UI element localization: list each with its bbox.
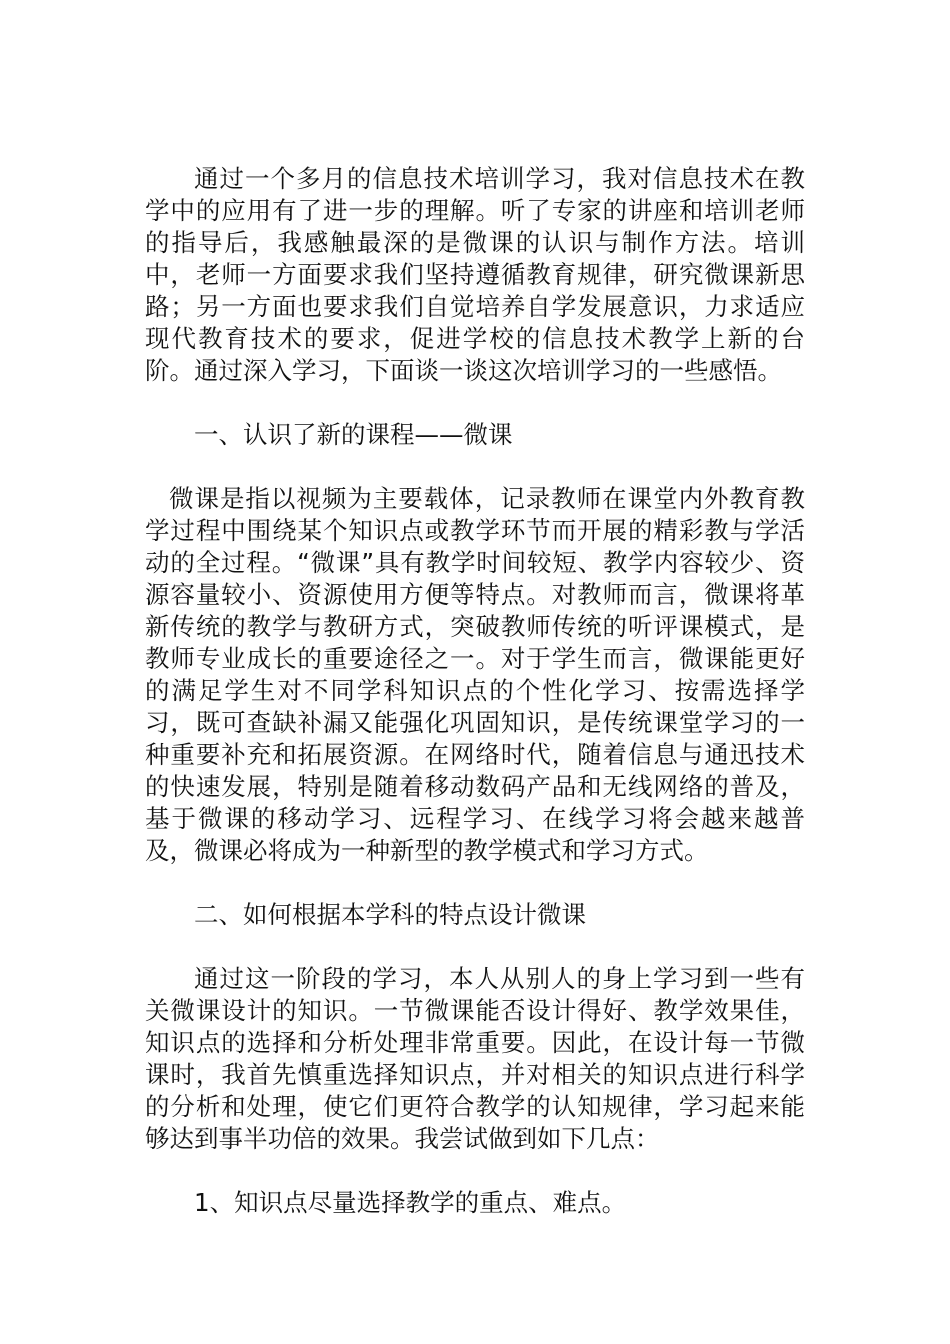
paragraph-gap (145, 931, 805, 963)
point-1-line: 1、知识点尽量选择教学的重点、难点。 (194, 1188, 627, 1217)
intro-paragraph: 通过一个多月的信息技术培训学习，我对信息技术在教学中的应用有了进一步的理解。听了专家的讲座和培训老师的指导后，我感触最深的是微课的认识与制作方法。培训中，老师一方面要求我们坚持遵循教育规律，研究微课新思路；另一方面也要求我们自觉培养自学发展意识，力求适应现代教育技术的要求，促进学校的信息技术教学上新的台阶。通过深入学习，下面谈一谈这次培训学习的一些感悟。 (145, 164, 805, 385)
paragraph-gap (145, 451, 805, 483)
section-heading-2: 二、如何根据本学科的特点设计微课 (194, 900, 586, 929)
paragraph-gap (145, 867, 805, 899)
document-body (145, 163, 805, 1219)
section-2-paragraph: 通过这一阶段的学习，本人从别人的身上学习到一些有关微课设计的知识。一节微课能否设计得好、教学效果佳，知识点的选择和分析处理非常重要。因此，在设计每一节微课时，我首先慎重选择知识点，并对相关的知识点进行科学的分析和处理，使它们更符合教学的认知规律，学习起来能够达到事半功倍的效果。我尝试做到如下几点： (145, 964, 805, 1153)
section-1-paragraph: 微课是指以视频为主要载体，记录教师在课堂内外教育教学过程中围绕某个知识点或教学环节而开展的精彩教与学活动的全过程。“微课”具有教学时间较短、教学内容较少、资源容量较小、资源使用方便等特点。对教师而言，微课将革新传统的教学与教研方式，突破教师传统的听评课模式，是教师专业成长的重要途径之一。对于学生而言，微课能更好的满足学生对不同学科知识点的个性化学习、按需选择学习，既可查缺补漏又能强化巩固知识，是传统课堂学习的一种重要补充和拓展资源。在网络时代，随着信息与通迅技术的快速发展，特别是随着移动数码产品和无线网络的普及，基于微课的移动学习、远程学习、在线学习将会越来越普及，微课必将成为一种新型的教学模式和学习方式。 (145, 484, 805, 865)
section-heading-1: 一、认识了新的课程——微课 (194, 420, 513, 449)
paragraph-gap (145, 387, 805, 419)
paragraph-gap (145, 1155, 805, 1187)
